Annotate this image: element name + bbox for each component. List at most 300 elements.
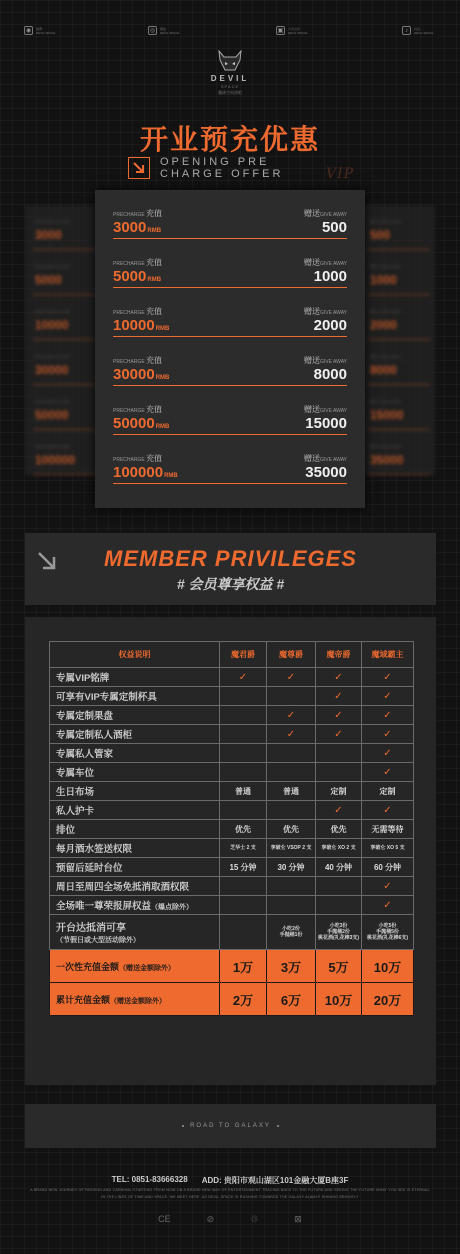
privileges-table-panel (25, 617, 436, 1085)
side-label: 赠送 GIVE AWAY (370, 219, 401, 224)
feature-name: 全场唯一尊荣报屏权益 (56, 901, 152, 912)
check-cell (362, 725, 414, 744)
social-item (276, 26, 307, 35)
feature-cell (50, 839, 220, 858)
value-cell (362, 839, 414, 858)
giveaway-label (304, 306, 347, 317)
feature-name: 专属定制私人酒柜 (56, 730, 133, 741)
value-cell (220, 820, 267, 839)
value-cell (316, 820, 362, 839)
social-item (148, 26, 179, 35)
social-label-1: 微信 (160, 26, 167, 31)
giveaway-label-cn: 赠送 (303, 258, 320, 267)
value-cell (316, 763, 362, 782)
privileges-title: MEMBER PRIVILEGES (104, 546, 357, 571)
table-row (50, 763, 414, 782)
precharge-card (95, 190, 365, 508)
value-text: 优先 (283, 824, 299, 834)
giveaway-label (304, 257, 347, 268)
side-value: 35000 (370, 453, 404, 467)
check-icon: ✓ (383, 804, 392, 816)
side-row (370, 309, 430, 332)
feature-cell (50, 983, 220, 1016)
side-label: PRECHARGE 充值 (35, 354, 70, 359)
precharge-amount (113, 317, 169, 334)
check-icon: ✓ (383, 671, 392, 683)
check-cell (220, 668, 267, 687)
social-label-2: DEVIL SPACE (160, 30, 180, 35)
value-cell (220, 877, 267, 896)
no-entry-icon: ⊘ (206, 1214, 215, 1224)
wechat-icon: ◎ (149, 28, 156, 34)
social-label-1: 抖音 (414, 26, 421, 31)
table-row (50, 820, 414, 839)
precharge-row (113, 306, 347, 352)
precharge-label-en: PRECHARGE (113, 457, 147, 463)
value-cell (267, 877, 316, 896)
header-tier: 魔君爵 (220, 642, 267, 668)
social-label-2: DEVIL SPACE (288, 30, 308, 35)
giveaway-label (304, 208, 347, 219)
social-item (24, 26, 55, 35)
check-cell (316, 801, 362, 820)
check-icon: ✓ (383, 709, 392, 721)
social-label (288, 27, 307, 35)
precharge-amount (113, 464, 178, 481)
table-row (50, 706, 414, 725)
precharge-label-en: PRECHARGE (113, 359, 147, 365)
check-icon: ✓ (286, 709, 296, 721)
value-text: 10万 (373, 959, 402, 975)
value-text: 享破仑 XO 5 支 (370, 845, 405, 851)
value-cell (316, 877, 362, 896)
check-cell (316, 725, 362, 744)
precharge-label-cn: 充值 (146, 405, 163, 414)
value-cell (316, 782, 362, 801)
precharge-divider (113, 287, 347, 288)
social-label-2: DEVIL SPACE (36, 30, 56, 35)
giveaway-amount: 1000 (313, 268, 347, 285)
amount-unit: RMB (155, 424, 170, 430)
side-value: 3000 (35, 228, 62, 242)
dot-left (182, 1125, 184, 1127)
side-value: 50000 (35, 408, 69, 422)
side-row (370, 444, 430, 467)
precharge-amount (113, 415, 169, 432)
value-text: 3万 (280, 959, 302, 975)
side-row (35, 309, 95, 332)
value-cell (267, 687, 316, 706)
giveaway-amount: 500 (321, 219, 347, 236)
social-label-1: 微博 (36, 26, 43, 31)
side-label: 赠送 GIVE AWAY (370, 264, 401, 269)
precharge-label (113, 306, 162, 317)
precharge-label (113, 404, 162, 415)
table-row (50, 839, 414, 858)
side-divider (368, 429, 430, 430)
side-row (35, 354, 95, 377)
side-value: 8000 (370, 363, 397, 377)
check-icon: ✓ (238, 671, 248, 683)
value-text: 6万 (280, 992, 302, 1008)
privileges-subtitle: # 会员尊享权益 # (176, 576, 285, 592)
footer-line-1: A BRAND NEW JOURNEY OF PASSION AND CARNIVAL STARTING FROM NOW ON A BRAND NEW WAY OF ENTERTAINMENT TRACING BACK TO THE FUTURE AND SEEING THE FUTURE WHAT YOU SEE IS ETERNAL (30, 1188, 430, 1192)
feature-note: （节假日或大型活动除外） (56, 937, 140, 944)
amount-value: 50000 (113, 415, 155, 432)
value-text: 芝华士 2 支 (230, 845, 256, 851)
feature-cell (50, 896, 220, 915)
feature-name: 专属定制果盘 (56, 711, 114, 722)
giveaway-amount: 8000 (313, 366, 347, 383)
value-text: 桃花酒(礼花棒3支) (317, 935, 360, 941)
feature-cell (50, 915, 220, 950)
value-cell (220, 687, 267, 706)
value-cell (220, 858, 267, 877)
value-cell (267, 839, 316, 858)
side-divider (368, 339, 430, 340)
side-label: 赠送 GIVE AWAY (370, 399, 401, 404)
hero-en-line1: OPENING PRE (160, 156, 270, 168)
value-text: 普通 (283, 786, 299, 796)
value-cell (362, 782, 414, 801)
precharge-label-cn: 充值 (146, 258, 163, 267)
value-cell (220, 782, 267, 801)
side-divider (33, 429, 95, 430)
footer-icons (0, 1214, 460, 1225)
value-text: 普通 (235, 786, 251, 796)
check-cell (362, 744, 414, 763)
header-tier: 魔域霸主 (362, 642, 414, 668)
feature-cell (50, 668, 220, 687)
recycle-icon: ♲ (250, 1214, 259, 1224)
check-icon: ✓ (383, 690, 392, 702)
giveaway-amount: 2000 (313, 317, 347, 334)
header-tier: 魔帝爵 (316, 642, 362, 668)
feature-name: 可享有VIP专属定制杯具 (56, 692, 157, 703)
side-label: PRECHARGE 充值 (35, 264, 70, 269)
table-row-charge (50, 983, 414, 1016)
check-cell (316, 687, 362, 706)
feature-cell (50, 877, 220, 896)
precharge-amount (113, 219, 161, 236)
brand-cn: 魔域空间酒吧 (218, 90, 242, 95)
side-row (370, 399, 430, 422)
value-cell (267, 801, 316, 820)
value-cell (362, 983, 414, 1016)
social-label-1: 大众点评 (288, 26, 301, 31)
check-cell (316, 706, 362, 725)
brand-logo (0, 50, 460, 96)
feature-cell (50, 801, 220, 820)
value-text: 定制 (379, 786, 396, 796)
value-text: 2万 (232, 992, 254, 1008)
value-cell (220, 839, 267, 858)
check-cell (267, 725, 316, 744)
value-text: 无需等待 (371, 824, 404, 834)
amount-unit: RMB (147, 277, 162, 283)
value-cell (220, 896, 267, 915)
amount-value: 10000 (113, 317, 155, 334)
value-cell (316, 896, 362, 915)
feature-name: 专属VIP铭牌 (56, 673, 110, 684)
side-divider (368, 384, 430, 385)
side-divider (33, 339, 95, 340)
value-cell (316, 744, 362, 763)
value-text: 享破仑 VSOP 2 支 (270, 845, 312, 851)
value-cell (267, 782, 316, 801)
side-value: 15000 (370, 408, 404, 422)
side-divider (368, 249, 430, 250)
side-label: PRECHARGE 充值 (35, 219, 70, 224)
tiktok-icon: ♪ (402, 26, 411, 35)
value-cell (362, 820, 414, 839)
giveaway-amount: 15000 (305, 415, 347, 432)
social-label (414, 27, 433, 35)
feature-name: 排位 (56, 825, 76, 836)
value-cell (267, 915, 316, 950)
social-icons-bar (0, 26, 460, 38)
side-value: 1000 (370, 273, 397, 287)
check-icon: ✓ (383, 728, 392, 740)
table-header-row (50, 642, 414, 668)
feature-cell (50, 782, 220, 801)
precharge-label-en: PRECHARGE (113, 261, 147, 267)
value-cell (316, 915, 362, 950)
amount-value: 100000 (113, 464, 164, 481)
value-cell (316, 839, 362, 858)
footer-slogan (0, 1188, 460, 1199)
footer-line-2: IN THE LINES OF TIME AND SPACE. WE MEET HERE. AS DEVIL SPACE IS RUSHING TOWARDS THE GALAXY ALWAYS SHINING BRIGHTLY (101, 1195, 359, 1199)
social-label (36, 27, 55, 35)
precharge-amount (113, 366, 169, 383)
arrow-down-right-icon (128, 157, 150, 179)
amount-unit: RMB (155, 326, 170, 332)
side-label: PRECHARGE 充值 (35, 309, 70, 314)
amount-unit: RMB (147, 228, 162, 234)
feature-cell (50, 744, 220, 763)
no-litter-icon: ⊠ (294, 1214, 302, 1224)
dot-right (277, 1125, 279, 1127)
precharge-row (113, 257, 347, 303)
precharge-label-en: PRECHARGE (113, 408, 147, 414)
weibo-icon: ◉ (25, 28, 32, 34)
precharge-label-cn: 充值 (146, 356, 163, 365)
hero-vip: VIP (326, 166, 355, 182)
precharge-label-en: PRECHARGE (113, 310, 147, 316)
value-text: 优先 (330, 824, 347, 834)
check-cell (362, 763, 414, 782)
feature-name: 累计充值金额 (56, 994, 111, 1005)
value-cell (267, 763, 316, 782)
value-text: 20万 (373, 992, 402, 1008)
value-cell (362, 858, 414, 877)
feature-name: 专属私人管家 (56, 749, 114, 760)
precharge-row (113, 453, 347, 499)
table-row (50, 744, 414, 763)
table-row (50, 877, 414, 896)
side-divider (33, 474, 95, 475)
road-banner (25, 1104, 436, 1148)
feature-name: 周日至周四全场免抵消取酒权限 (56, 882, 190, 893)
brand-name: DEVIL (210, 74, 250, 83)
check-icon: ✓ (383, 747, 392, 759)
giveaway-label-cn: 赠送 (303, 454, 320, 463)
footer-address: ADD: 贵阳市观山湖区101金融大厦B座3F (201, 1176, 349, 1185)
side-row (35, 219, 95, 242)
side-value: 5000 (35, 273, 62, 287)
value-cell (220, 801, 267, 820)
side-divider (33, 384, 95, 385)
feature-name: 一次性充值金额 (56, 961, 120, 972)
value-text: 60 分钟 (373, 862, 402, 872)
table-row (50, 801, 414, 820)
header-tier: 魔尊爵 (267, 642, 316, 668)
side-row (35, 444, 95, 467)
check-cell (267, 706, 316, 725)
precharge-divider (113, 385, 347, 386)
side-value: 500 (370, 228, 391, 242)
side-divider (33, 249, 95, 250)
value-cell (220, 983, 267, 1016)
feature-note: （赠送金额除外） (119, 964, 176, 972)
check-cell (362, 877, 414, 896)
giveaway-label (304, 404, 347, 415)
precharge-row (113, 404, 347, 450)
check-cell (362, 706, 414, 725)
check-icon: ✓ (334, 728, 343, 740)
giveaway-label-cn: 赠送 (303, 356, 320, 365)
value-cell (316, 983, 362, 1016)
precharge-label-en: PRECHARGE (113, 212, 147, 218)
ce-mark-icon: CE (158, 1214, 171, 1224)
value-cell (362, 915, 414, 950)
check-cell (362, 801, 414, 820)
amount-value: 30000 (113, 366, 155, 383)
side-row (35, 399, 95, 422)
check-cell (267, 668, 316, 687)
table-row (50, 782, 414, 801)
amount-unit: RMB (155, 375, 170, 381)
value-text: 定制 (330, 786, 347, 796)
feature-cell (50, 687, 220, 706)
feature-name: 生日布场 (56, 787, 95, 798)
value-text: 享破仑 XO 2 支 (321, 845, 356, 851)
hero-title: 开业预充优惠 (139, 124, 320, 155)
check-icon: ✓ (334, 804, 343, 816)
value-cell (220, 744, 267, 763)
check-icon: ✓ (383, 899, 392, 911)
value-text: 30 分钟 (277, 862, 305, 872)
precharge-divider (113, 336, 347, 337)
giveaway-label-en: GIVE AWAY (319, 359, 347, 365)
precharge-divider (113, 434, 347, 435)
feature-cell (50, 820, 220, 839)
giveaway-label-en: GIVE AWAY (319, 408, 347, 414)
table-row (50, 687, 414, 706)
giveaway-label (304, 453, 347, 464)
table-row (50, 896, 414, 915)
value-cell (220, 763, 267, 782)
check-icon: ✓ (383, 880, 392, 892)
value-text: 1万 (232, 959, 254, 975)
check-cell (316, 668, 362, 687)
feature-name: 每月酒水签送权限 (56, 844, 133, 855)
check-icon: ✓ (286, 728, 296, 740)
precharge-label (113, 208, 162, 219)
value-cell (267, 983, 316, 1016)
value-text: 5万 (328, 959, 349, 975)
dianping-icon: ▣ (277, 28, 284, 34)
privileges-table (49, 641, 414, 1016)
giveaway-label-cn: 赠送 (303, 405, 320, 414)
member-privileges-band (25, 533, 436, 605)
feature-cell (50, 725, 220, 744)
side-label: 赠送 GIVE AWAY (370, 444, 401, 449)
precharge-row (113, 355, 347, 401)
value-cell (267, 858, 316, 877)
feature-name: 专属车位 (56, 768, 95, 779)
value-text: 手抛桶1份 (279, 932, 303, 938)
precharge-label (113, 257, 162, 268)
side-card-left (25, 205, 100, 475)
table-row-activity (50, 915, 414, 950)
feature-note: （赠送金额除外） (110, 997, 167, 1005)
value-cell (220, 915, 267, 950)
header-feature: 权益说明 (50, 642, 220, 668)
precharge-label (113, 453, 162, 464)
table-row (50, 668, 414, 687)
footer-tel: TEL: 0851-83666328 (111, 1175, 188, 1184)
side-label: PRECHARGE 充值 (35, 399, 70, 404)
check-cell (362, 687, 414, 706)
feature-cell (50, 858, 220, 877)
side-label: 赠送 GIVE AWAY (370, 309, 401, 314)
side-row (370, 219, 430, 242)
giveaway-label-en: GIVE AWAY (319, 310, 347, 316)
precharge-divider (113, 483, 347, 484)
value-cell (267, 950, 316, 983)
feature-note: （爆点除外） (151, 904, 194, 911)
precharge-label-cn: 充值 (146, 307, 163, 316)
value-cell (267, 744, 316, 763)
check-icon: ✓ (334, 690, 343, 702)
side-value: 2000 (370, 318, 397, 332)
giveaway-label-en: GIVE AWAY (319, 261, 347, 267)
precharge-label-cn: 充值 (146, 454, 163, 463)
road-text: ROAD TO GALAXY (190, 1123, 271, 1129)
value-cell (362, 950, 414, 983)
giveaway-label (304, 355, 347, 366)
value-text: 手抛桶5份 (376, 929, 399, 935)
feature-cell (50, 950, 220, 983)
value-cell (220, 706, 267, 725)
side-divider (368, 294, 430, 295)
check-icon: ✓ (286, 671, 296, 683)
value-cell (267, 896, 316, 915)
side-row (35, 264, 95, 287)
table-row (50, 725, 414, 744)
precharge-amount (113, 268, 161, 285)
precharge-row (113, 208, 347, 254)
value-text: 小吃3份 (329, 923, 348, 929)
precharge-divider (113, 238, 347, 239)
giveaway-label-en: GIVE AWAY (319, 457, 347, 463)
brand-sub: SPACE (220, 84, 240, 89)
feature-name: 预留后延时台位 (56, 863, 123, 874)
value-text: 桃花酒(礼花棒6支) (366, 935, 409, 941)
value-text: 手抛桶2份 (327, 929, 350, 935)
side-row (370, 264, 430, 287)
